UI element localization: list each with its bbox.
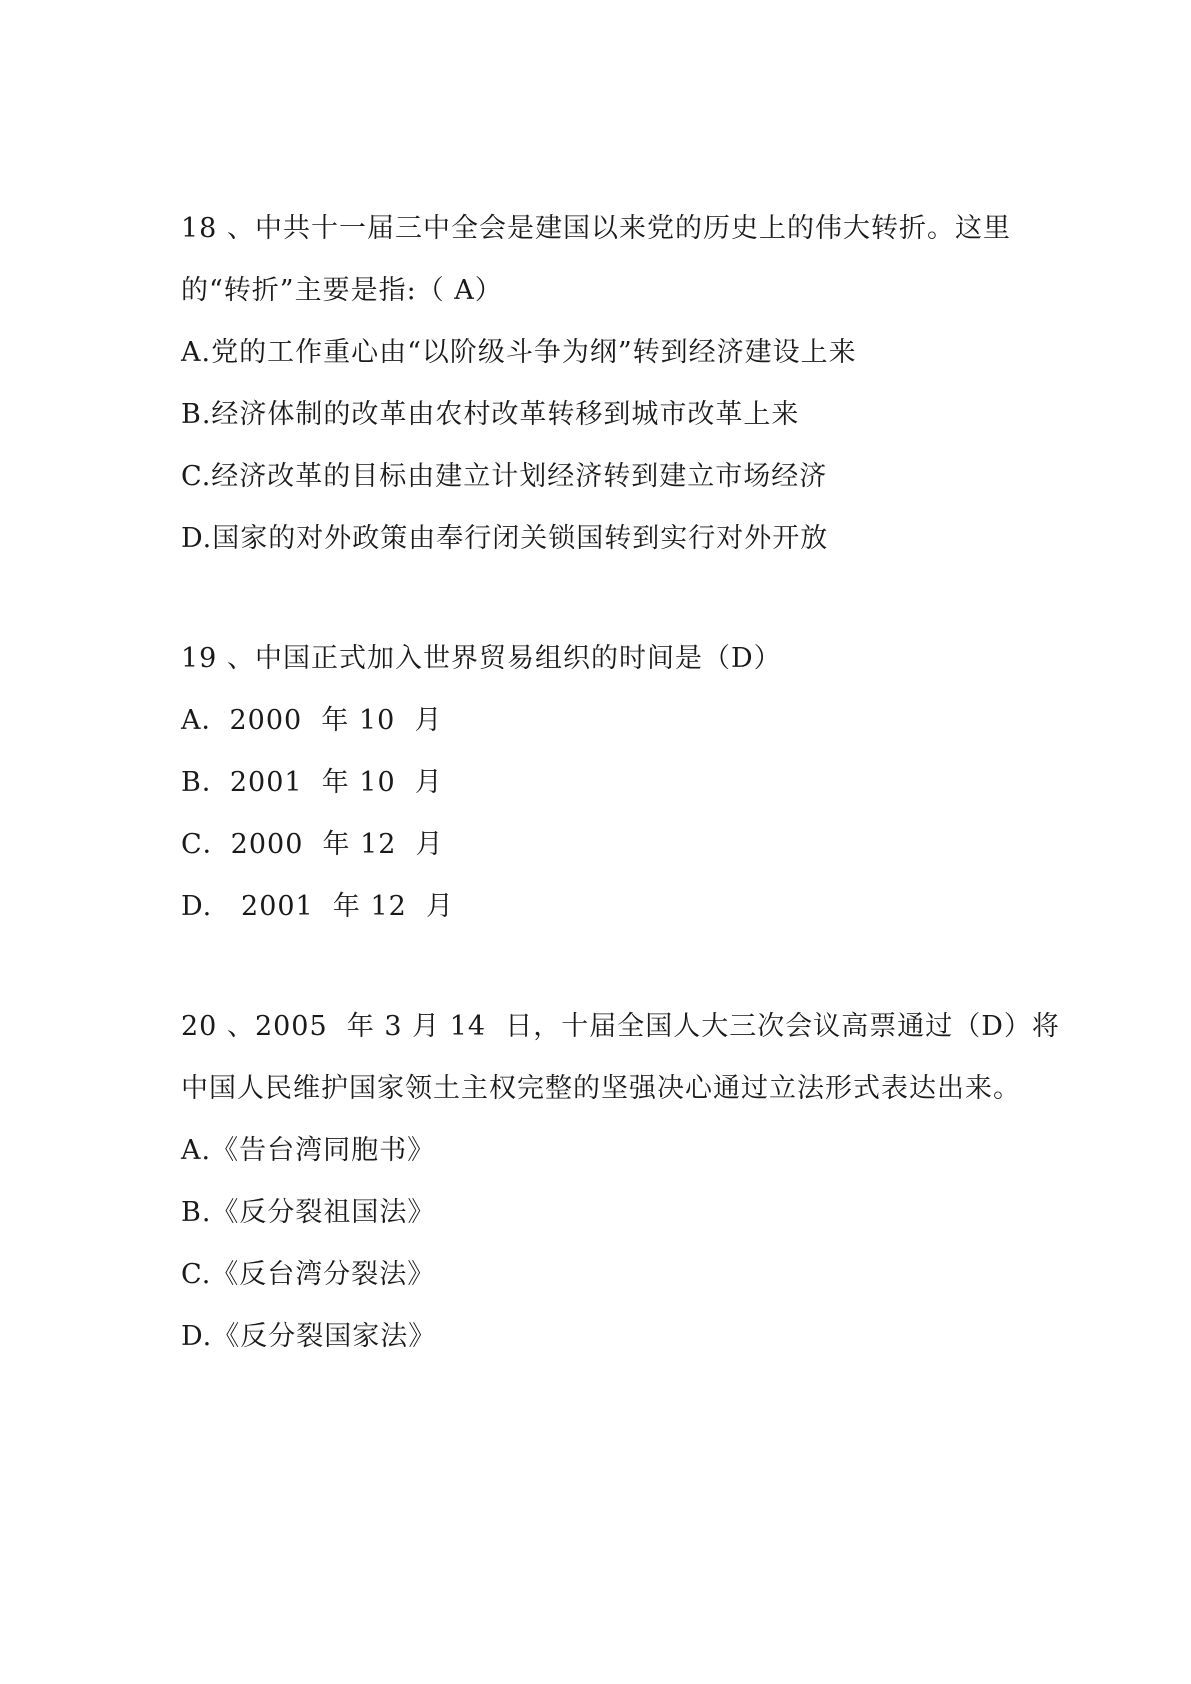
- question-spacer: [181, 945, 1021, 1003]
- question-18-option-c: C.经济改革的目标由建立计划经济转到建立市场经济: [181, 461, 828, 492]
- question-20-stem-line-2: 中国人民维护国家领土主权完整的坚强决心通过立法形式表达出来。: [181, 1073, 1021, 1104]
- question-19: [181, 635, 1021, 945]
- question-spacer: [181, 577, 1021, 635]
- question-18: [181, 205, 1021, 577]
- question-20-option-b: B.《反分裂祖国法》: [181, 1197, 436, 1228]
- question-19-option-b: B．2001 年 10 月: [181, 767, 443, 798]
- question-18-option-a: A.党的工作重心由“以阶级斗争为纲”转到经济建设上来: [181, 337, 857, 368]
- page-content: [181, 205, 1060, 1375]
- question-20-option-c: C.《反台湾分裂法》: [181, 1259, 436, 1290]
- question-18-stem-line-2: 的“转折”主要是指:（ A）: [181, 275, 503, 306]
- question-18-option-b: B.经济体制的改革由农村改革转移到城市改革上来: [181, 399, 800, 430]
- question-19-option-d: D. 2001 年 12 月: [181, 891, 454, 922]
- question-20: [181, 1003, 1060, 1375]
- question-19-stem-line-1: 19 、中国正式加入世界贸易组织的时间是（D）: [181, 643, 782, 674]
- question-20-option-d: D.《反分裂国家法》: [181, 1321, 437, 1352]
- question-18-stem-line-1: 18 、中共十一届三中全会是建国以来党的历史上的伟大转折。这里: [181, 213, 1011, 244]
- question-20-stem-line-1: 20 、2005 年 3 月 14 日，十届全国人大三次会议高票通过（D）将: [181, 1011, 1060, 1042]
- question-20-option-a: A.《告台湾同胞书》: [181, 1135, 436, 1166]
- question-18-option-d: D.国家的对外政策由奉行闭关锁国转到实行对外开放: [181, 523, 829, 554]
- question-19-option-c: C．2000 年 12 月: [181, 829, 444, 860]
- question-19-option-a: A．2000 年 10 月: [181, 705, 443, 736]
